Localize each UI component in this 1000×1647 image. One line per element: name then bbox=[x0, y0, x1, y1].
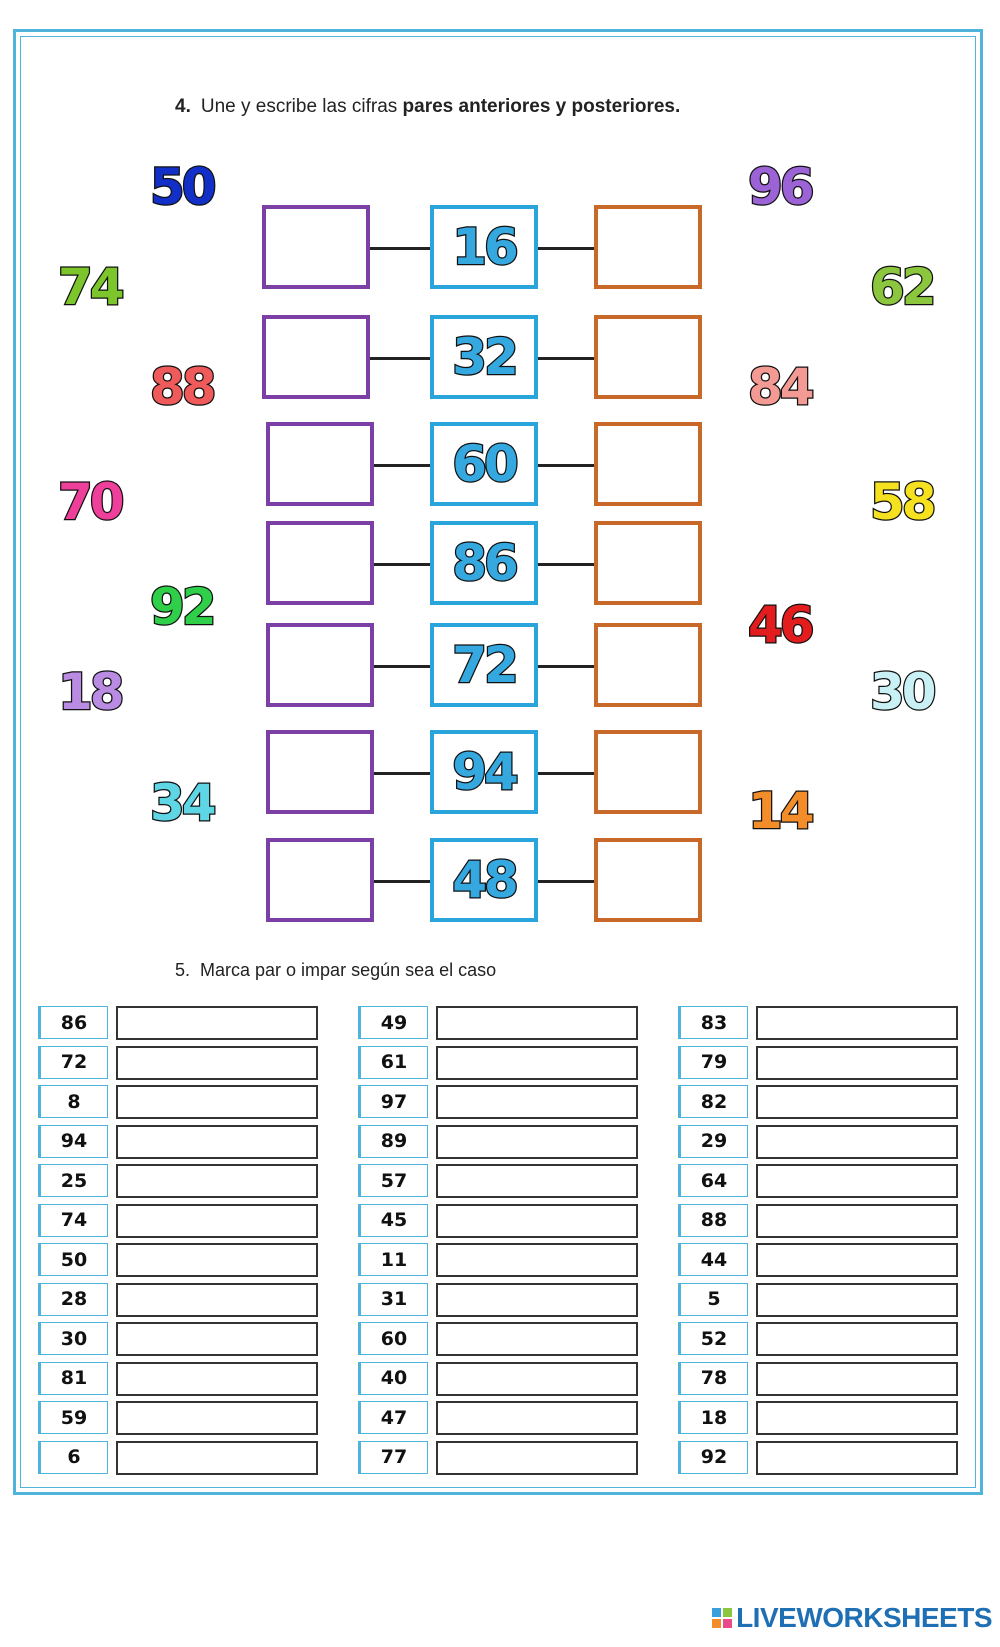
parity-answer-field[interactable] bbox=[116, 1164, 318, 1198]
draggable-number-left[interactable]: 92 bbox=[150, 578, 214, 636]
connector-line bbox=[370, 357, 430, 360]
logo-square bbox=[723, 1608, 732, 1617]
logo-icon bbox=[712, 1608, 732, 1628]
connector-line bbox=[538, 357, 594, 360]
parity-answer-field[interactable] bbox=[756, 1006, 958, 1040]
next-even-input-box[interactable] bbox=[594, 315, 702, 399]
parity-number: 5 bbox=[678, 1283, 748, 1316]
parity-number: 78 bbox=[678, 1362, 748, 1395]
parity-answer-field[interactable] bbox=[756, 1401, 958, 1435]
next-even-input-box[interactable] bbox=[594, 730, 702, 814]
parity-number: 45 bbox=[358, 1204, 428, 1237]
draggable-number-left[interactable]: 34 bbox=[150, 774, 214, 832]
previous-even-input-box[interactable] bbox=[262, 205, 370, 289]
draggable-number-right[interactable]: 96 bbox=[748, 158, 812, 216]
connector-line bbox=[538, 464, 594, 467]
parity-number: 29 bbox=[678, 1125, 748, 1158]
logo-square bbox=[723, 1619, 732, 1628]
connector-line bbox=[374, 665, 430, 668]
exercise-4-number: 4. bbox=[175, 96, 191, 117]
parity-number: 28 bbox=[38, 1283, 108, 1316]
center-number: 72 bbox=[452, 636, 516, 694]
exercise-4-text: Une y escribe las cifras bbox=[200, 96, 403, 117]
parity-number: 94 bbox=[38, 1125, 108, 1158]
connector-line bbox=[374, 464, 430, 467]
draggable-number-right[interactable]: 14 bbox=[748, 782, 812, 840]
exercise-4-bold-text: pares anteriores y posteriores. bbox=[402, 96, 681, 117]
parity-answer-field[interactable] bbox=[436, 1401, 638, 1435]
center-number: 60 bbox=[452, 435, 516, 493]
next-even-input-box[interactable] bbox=[594, 521, 702, 605]
connector-line bbox=[538, 880, 594, 883]
draggable-number-left[interactable]: 18 bbox=[58, 663, 122, 721]
center-number: 86 bbox=[452, 534, 516, 592]
parity-number: 97 bbox=[358, 1085, 428, 1118]
connector-line bbox=[538, 772, 594, 775]
parity-number: 59 bbox=[38, 1401, 108, 1434]
logo-text: LIVEWORKSHEETS bbox=[736, 1602, 992, 1633]
parity-answer-field[interactable] bbox=[116, 1243, 318, 1277]
parity-answer-field[interactable] bbox=[116, 1401, 318, 1435]
parity-answer-field[interactable] bbox=[436, 1164, 638, 1198]
draggable-number-right[interactable]: 30 bbox=[870, 663, 934, 721]
parity-number: 30 bbox=[38, 1322, 108, 1355]
parity-number: 61 bbox=[358, 1046, 428, 1079]
parity-answer-field[interactable] bbox=[116, 1322, 318, 1356]
parity-answer-field[interactable] bbox=[756, 1046, 958, 1080]
parity-number: 89 bbox=[358, 1125, 428, 1158]
parity-number: 11 bbox=[358, 1243, 428, 1276]
draggable-number-left[interactable]: 74 bbox=[58, 258, 122, 316]
draggable-number-right[interactable]: 46 bbox=[748, 596, 812, 654]
exercise-5-number: 5. bbox=[175, 960, 191, 980]
parity-answer-field[interactable] bbox=[116, 1362, 318, 1396]
center-number-box bbox=[430, 521, 538, 605]
parity-answer-field[interactable] bbox=[756, 1441, 958, 1475]
parity-number: 6 bbox=[38, 1441, 108, 1474]
parity-number: 72 bbox=[38, 1046, 108, 1079]
parity-answer-field[interactable] bbox=[436, 1283, 638, 1317]
parity-number: 31 bbox=[358, 1283, 428, 1316]
parity-number: 60 bbox=[358, 1322, 428, 1355]
parity-answer-field[interactable] bbox=[436, 1243, 638, 1277]
parity-number: 92 bbox=[678, 1441, 748, 1474]
center-number-box bbox=[430, 315, 538, 399]
parity-answer-field[interactable] bbox=[756, 1125, 958, 1159]
exercise-5-heading bbox=[175, 960, 496, 981]
parity-number: 25 bbox=[38, 1164, 108, 1197]
parity-answer-field[interactable] bbox=[756, 1204, 958, 1238]
parity-answer-field[interactable] bbox=[756, 1164, 958, 1198]
next-even-input-box[interactable] bbox=[594, 838, 702, 922]
parity-number: 82 bbox=[678, 1085, 748, 1118]
center-number: 32 bbox=[452, 328, 516, 386]
parity-answer-field[interactable] bbox=[116, 1046, 318, 1080]
connector-line bbox=[370, 247, 430, 250]
center-number: 16 bbox=[452, 218, 516, 276]
parity-answer-field[interactable] bbox=[756, 1283, 958, 1317]
parity-number: 52 bbox=[678, 1322, 748, 1355]
draggable-number-right[interactable]: 62 bbox=[870, 258, 934, 316]
parity-answer-field[interactable] bbox=[756, 1085, 958, 1119]
parity-number: 8 bbox=[38, 1085, 108, 1118]
connector-line bbox=[538, 247, 594, 250]
center-number-box bbox=[430, 422, 538, 506]
previous-even-input-box[interactable] bbox=[262, 315, 370, 399]
logo-square bbox=[712, 1619, 721, 1628]
next-even-input-box[interactable] bbox=[594, 422, 702, 506]
draggable-number-right[interactable]: 58 bbox=[870, 473, 934, 531]
parity-answer-field[interactable] bbox=[436, 1125, 638, 1159]
connector-line bbox=[538, 665, 594, 668]
connector-line bbox=[374, 880, 430, 883]
draggable-number-left[interactable]: 50 bbox=[150, 158, 214, 216]
parity-answer-field[interactable] bbox=[436, 1441, 638, 1475]
center-number: 48 bbox=[452, 851, 516, 909]
parity-number: 40 bbox=[358, 1362, 428, 1395]
connector-line bbox=[538, 563, 594, 566]
parity-answer-field[interactable] bbox=[116, 1125, 318, 1159]
parity-number: 49 bbox=[358, 1006, 428, 1039]
next-even-input-box[interactable] bbox=[594, 205, 702, 289]
parity-number: 18 bbox=[678, 1401, 748, 1434]
logo-square bbox=[712, 1608, 721, 1617]
parity-answer-field[interactable] bbox=[116, 1204, 318, 1238]
previous-even-input-box[interactable] bbox=[266, 838, 374, 922]
parity-number: 64 bbox=[678, 1164, 748, 1197]
previous-even-input-box[interactable] bbox=[266, 521, 374, 605]
parity-number: 77 bbox=[358, 1441, 428, 1474]
parity-number: 74 bbox=[38, 1204, 108, 1237]
parity-answer-field[interactable] bbox=[756, 1243, 958, 1277]
parity-number: 44 bbox=[678, 1243, 748, 1276]
parity-answer-field[interactable] bbox=[756, 1362, 958, 1396]
parity-number: 88 bbox=[678, 1204, 748, 1237]
previous-even-input-box[interactable] bbox=[266, 422, 374, 506]
draggable-number-right[interactable]: 84 bbox=[748, 358, 812, 416]
parity-answer-field[interactable] bbox=[116, 1085, 318, 1119]
parity-answer-field[interactable] bbox=[436, 1046, 638, 1080]
connector-line bbox=[374, 563, 430, 566]
center-number-box bbox=[430, 730, 538, 814]
center-number-box bbox=[430, 838, 538, 922]
center-number-box bbox=[430, 205, 538, 289]
previous-even-input-box[interactable] bbox=[266, 623, 374, 707]
draggable-number-left[interactable]: 70 bbox=[58, 473, 122, 531]
parity-number: 79 bbox=[678, 1046, 748, 1079]
parity-answer-field[interactable] bbox=[436, 1322, 638, 1356]
previous-even-input-box[interactable] bbox=[266, 730, 374, 814]
draggable-number-left[interactable]: 88 bbox=[150, 358, 214, 416]
parity-answer-field[interactable] bbox=[116, 1441, 318, 1475]
connector-line bbox=[374, 772, 430, 775]
parity-number: 57 bbox=[358, 1164, 428, 1197]
parity-answer-field[interactable] bbox=[436, 1085, 638, 1119]
parity-number: 86 bbox=[38, 1006, 108, 1039]
next-even-input-box[interactable] bbox=[594, 623, 702, 707]
exercise-5-text: Marca par o impar según sea el caso bbox=[200, 960, 497, 980]
liveworksheets-logo bbox=[712, 1602, 992, 1634]
parity-answer-field[interactable] bbox=[436, 1362, 638, 1396]
parity-answer-field[interactable] bbox=[436, 1204, 638, 1238]
exercise-4-heading bbox=[175, 96, 680, 118]
center-number: 94 bbox=[452, 743, 516, 801]
center-number-box bbox=[430, 623, 538, 707]
parity-number: 81 bbox=[38, 1362, 108, 1395]
parity-answer-field[interactable] bbox=[116, 1283, 318, 1317]
parity-answer-field[interactable] bbox=[756, 1322, 958, 1356]
parity-answer-field[interactable] bbox=[116, 1006, 318, 1040]
parity-number: 83 bbox=[678, 1006, 748, 1039]
parity-number: 50 bbox=[38, 1243, 108, 1276]
parity-answer-field[interactable] bbox=[436, 1006, 638, 1040]
parity-number: 47 bbox=[358, 1401, 428, 1434]
